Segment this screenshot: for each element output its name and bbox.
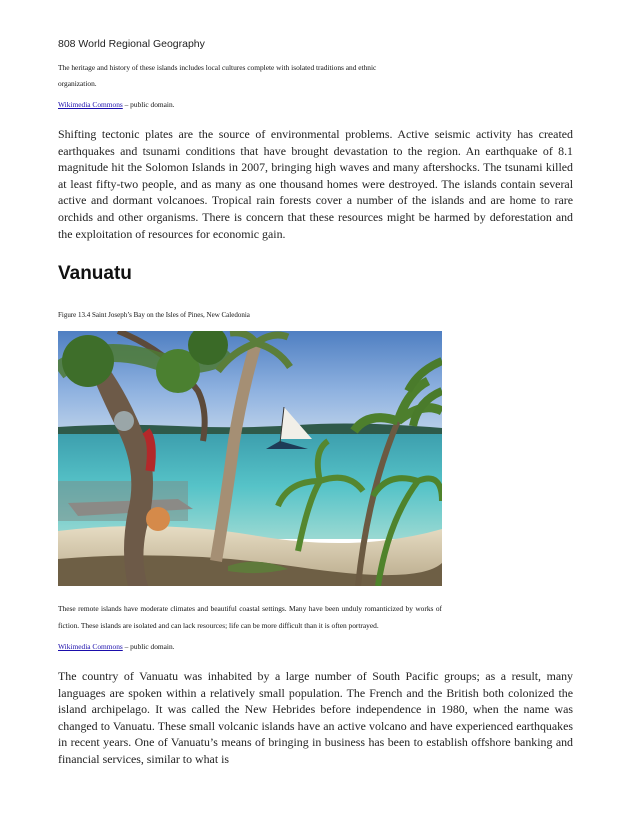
top-figure-caption: The heritage and history of these islands includes local cultures complete with isolated traditions and ethnic organization. (58, 63, 377, 88)
credit-license-text: – public domain. (122, 642, 175, 651)
figure-label: Figure 13.4 Saint Joseph’s Bay on the Isles of Pines, New Caledonia (58, 311, 250, 319)
wikimedia-commons-link[interactable]: Wikimedia Commons (58, 642, 123, 651)
section-heading-vanuatu: Vanuatu (58, 263, 132, 284)
wikimedia-commons-link[interactable]: Wikimedia Commons (58, 100, 123, 109)
beach-photo-illustration (58, 331, 442, 586)
beach-photo (58, 331, 442, 586)
body-paragraph-1: Shifting tectonic plates are the source of environmental problems. Active seismic activity has created earthquakes and tsunami conditions that have brought devastation to the region. An earthquake of 8.1 magnitude hit the Solomon Islands in 2007, bringing high waves and many aftershocks. The tsunami killed at least fifty-two people, and as many as one thousand homes were destroyed. The islands contain several active and dormant volcanoes. Tropical rain forests cover a number of the islands and are home to rare orchids and other organisms. There is concern that these resources might be harmed by deforestation and the exploitation of resources for economic gain. (58, 127, 573, 241)
figure-credit (58, 642, 175, 651)
credit-license-text: – public domain. (122, 100, 175, 109)
figure-caption: These remote islands have moderate climates and beautiful coastal settings. Many have been unduly romanticized by works of fiction. These islands are isolated and can lack resources; life can be more difficult than it is often portrayed. (58, 604, 442, 630)
top-figure-credit (58, 100, 175, 109)
running-head: 808 World Regional Geography (58, 38, 205, 50)
body-paragraph-2: The country of Vanuatu was inhabited by a large number of South Pacific groups; as a result, many languages are spoken within a relatively small population. The French and the British both colonized the island archipelago. It was called the New Hebrides before independence in 1980, when the name was changed to Vanuatu. These small volcanic islands have an active volcano and have experienced earthquakes in recent years. One of Vanuatu’s means of bringing in business has been to establish offshore banking and financial services, similar to what is (58, 669, 573, 766)
